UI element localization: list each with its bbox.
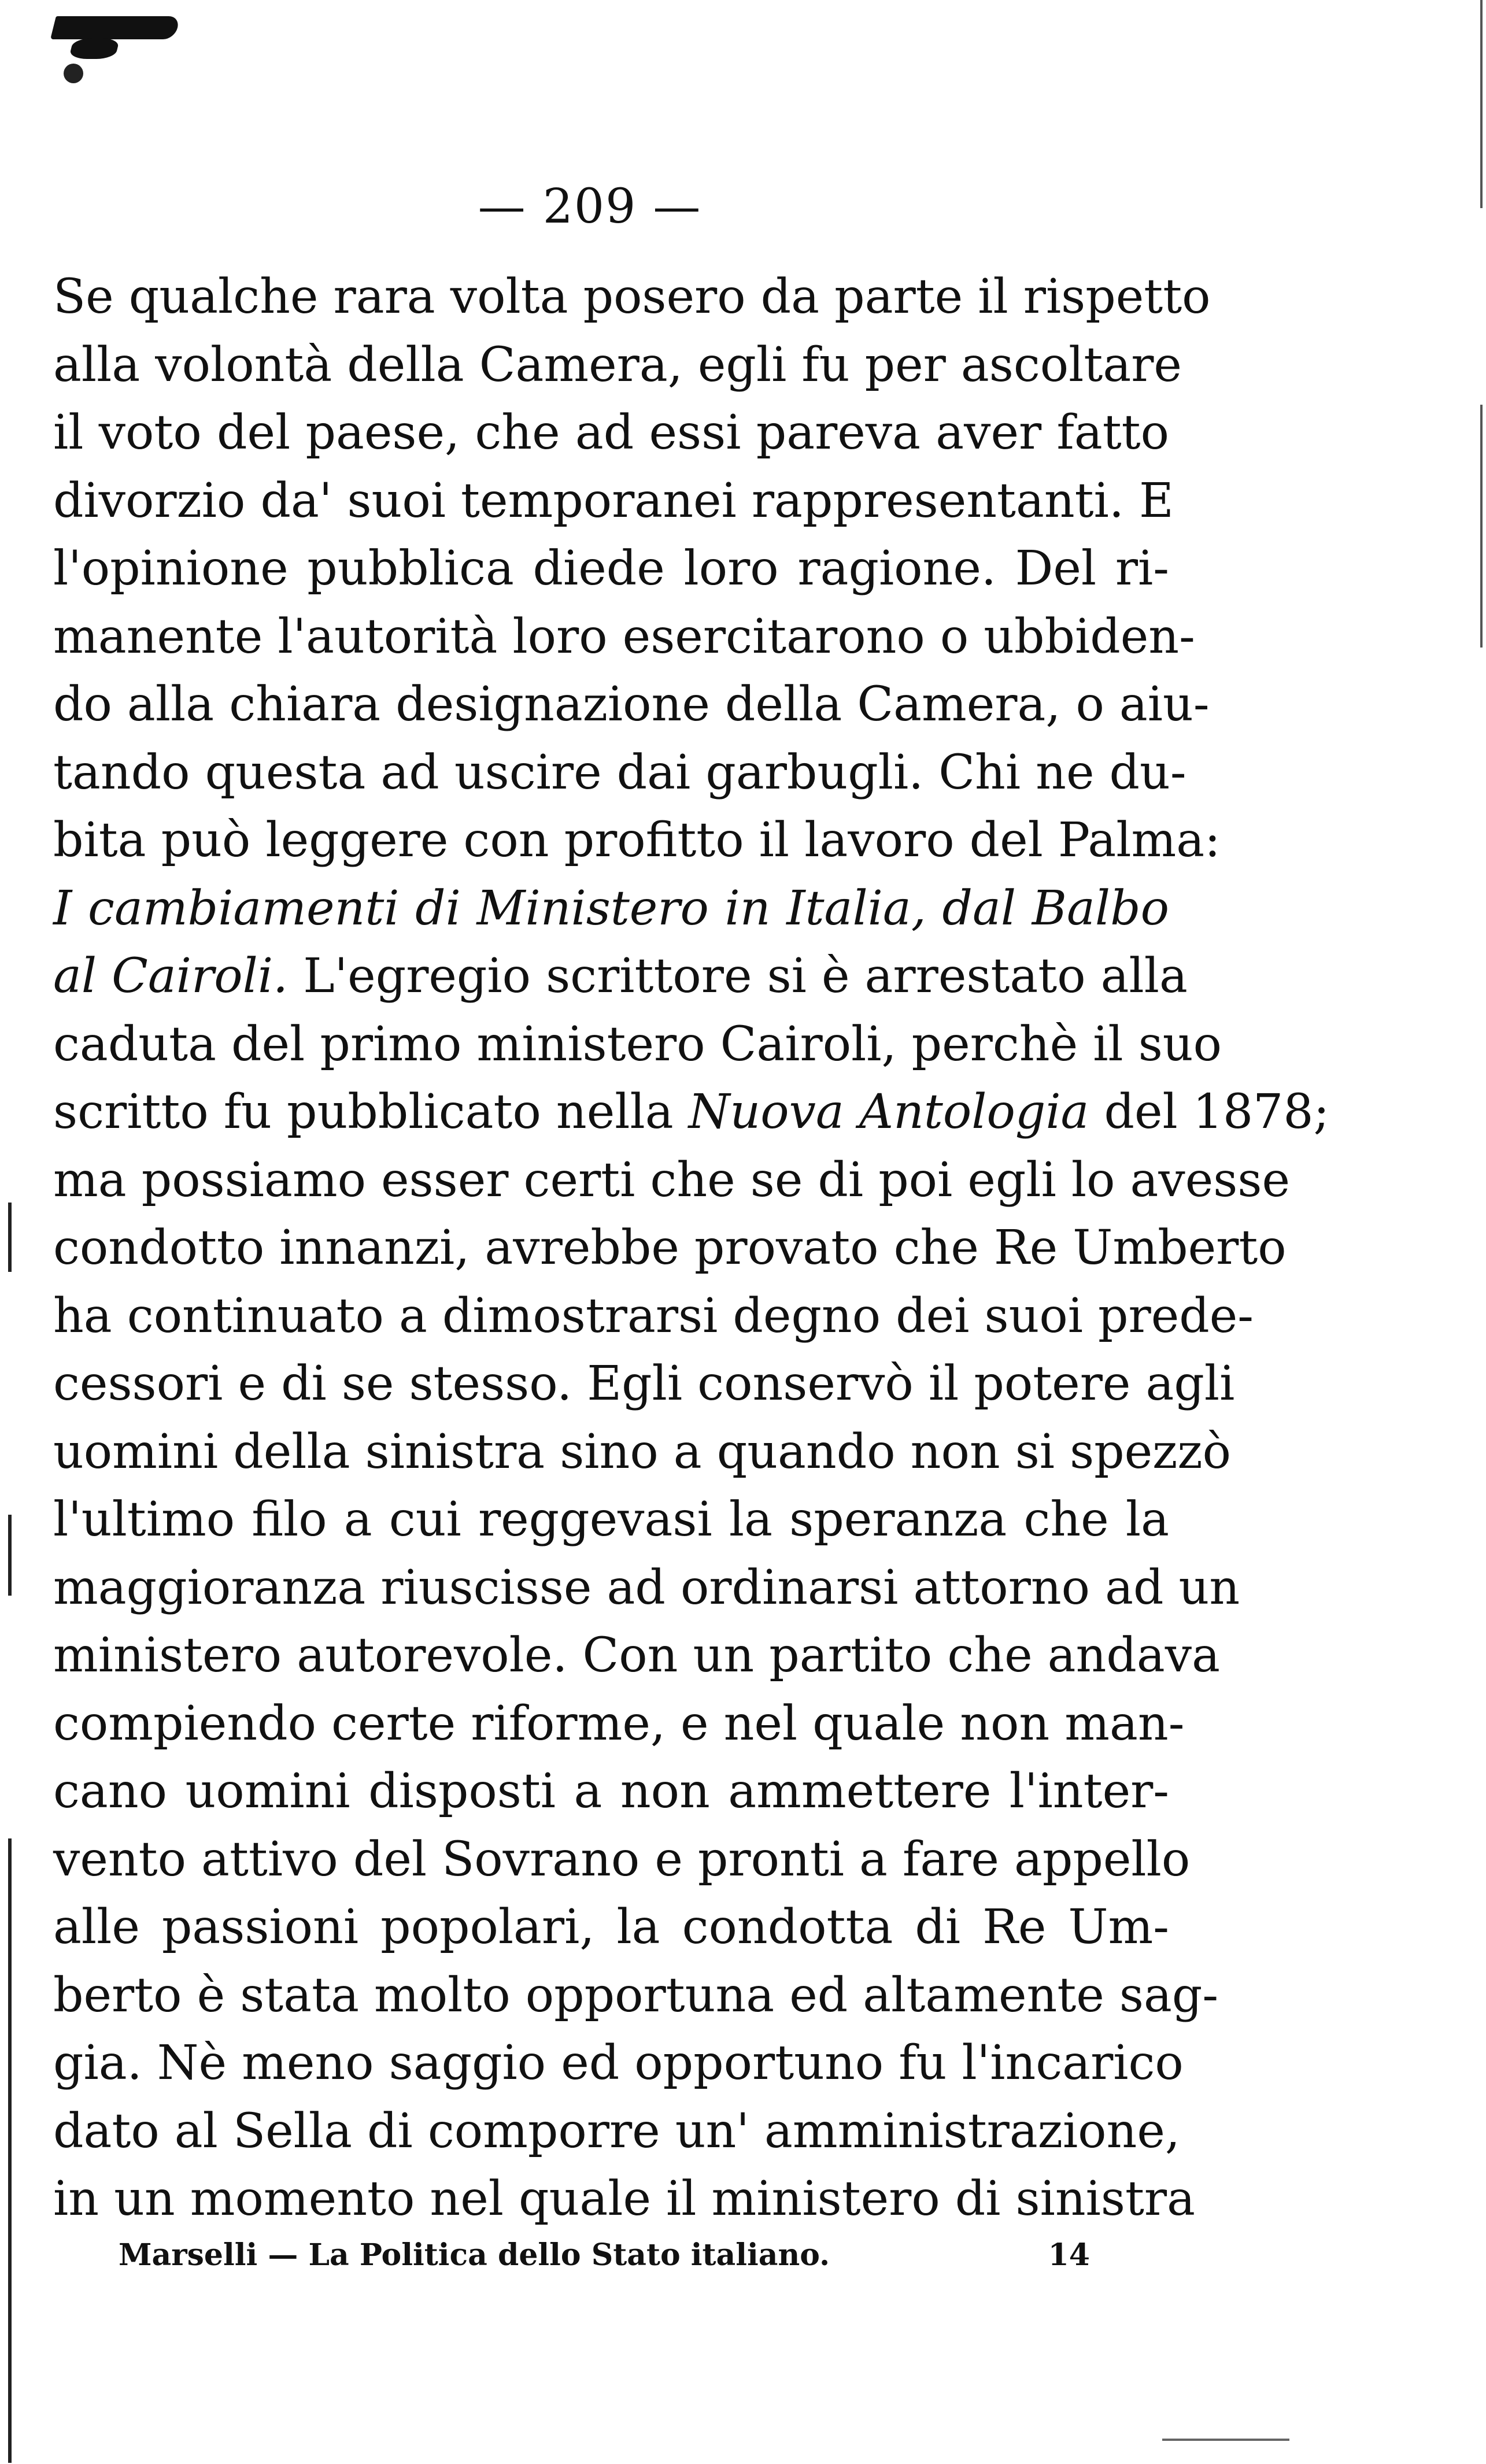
scan-edge-line xyxy=(8,1203,12,1272)
text-line: compiendo certe riforme, e nel quale non man- xyxy=(53,1696,1185,1751)
scan-edge-line xyxy=(8,1515,12,1596)
text-line: maggioranza riuscisse ad ordinarsi attorno ad un xyxy=(53,1560,1240,1615)
text-line: vento attivo del Sovrano e pronti a fare appello xyxy=(53,1832,1191,1887)
text-line: alle passioni popolari, la condotta di Re Um- xyxy=(53,1900,1169,1955)
text-line: al Cairoli. L'egregio scrittore si è arrestato alla xyxy=(53,949,1188,1004)
text-line: l'opinione pubblica diede loro ragione. Del ri- xyxy=(53,541,1169,596)
text-line: scritto fu pubblicato nella Nuova Antologia del 1878; xyxy=(53,1085,1330,1139)
text-line: gia. Nè meno saggio ed opportuno fu l'incarico xyxy=(53,2036,1184,2091)
text-line: bita può leggere con profitto il lavoro del Palma: xyxy=(53,813,1221,868)
text-line: manente l'autorità loro esercitarono o ubbiden- xyxy=(53,609,1195,664)
text-line: cessori e di se stesso. Egli conservò il potere agli xyxy=(53,1356,1235,1411)
body-text xyxy=(53,263,1330,2233)
text-line: ha continuato a dimostrarsi degno dei suoi prede- xyxy=(53,1288,1254,1344)
footer-sheet-number: 14 xyxy=(1048,2237,1090,2273)
text-line: l'ultimo filo a cui reggevasi la speranza che la xyxy=(53,1492,1169,1547)
page-number: — 209 — xyxy=(478,179,702,234)
scan-smudge-mark xyxy=(50,16,180,39)
text-line: ministero autorevole. Con un partito che andava xyxy=(53,1628,1220,1683)
scan-edge-line xyxy=(8,1838,12,2463)
footer-signature: Marselli — La Politica dello Stato italiano. xyxy=(119,2237,830,2273)
scan-ink-spot xyxy=(64,64,83,83)
text-line: alla volontà della Camera, egli fu per ascoltare xyxy=(53,337,1182,393)
text-line: tando questa ad uscire dai garbugli. Chi ne du- xyxy=(53,745,1186,800)
text-line: do alla chiara designazione della Camera, o aiu- xyxy=(53,677,1210,732)
text-line: dato al Sella di comporre un' amministrazione, xyxy=(53,2103,1180,2159)
text-line: condotto innanzi, avrebbe provato che Re Umberto xyxy=(53,1220,1287,1275)
book-title-fragment: al Cairoli. xyxy=(53,949,289,1004)
journal-title: Nuova Antologia xyxy=(688,1085,1089,1139)
scan-edge-dash xyxy=(1162,2439,1289,2441)
text-line: Se qualche rara volta posero da parte il rispetto xyxy=(53,269,1211,324)
text-line: ma possiamo esser certi che se di poi egli lo avesse xyxy=(53,1152,1290,1208)
page-footer xyxy=(119,2237,1090,2273)
text-line: divorzio da' suoi temporanei rappresentanti. E xyxy=(53,473,1174,528)
book-title-line: I cambiamenti di Ministero in Italia, dal Balbo xyxy=(53,880,1169,936)
text-line: uomini della sinistra sino a quando non si spezzò xyxy=(53,1424,1231,1479)
scan-edge-line xyxy=(1480,0,1483,208)
text-line: caduta del primo ministero Cairoli, perchè il suo xyxy=(53,1016,1222,1072)
scan-edge-line xyxy=(1480,405,1483,648)
text-line: il voto del paese, che ad essi pareva aver fatto xyxy=(53,405,1169,460)
text-line: berto è stata molto opportuna ed altamente sag- xyxy=(53,1967,1219,2023)
text-line: in un momento nel quale il ministero di sinistra xyxy=(53,2171,1196,2226)
text-line: cano uomini disposti a non ammettere l'inter- xyxy=(53,1764,1169,1819)
